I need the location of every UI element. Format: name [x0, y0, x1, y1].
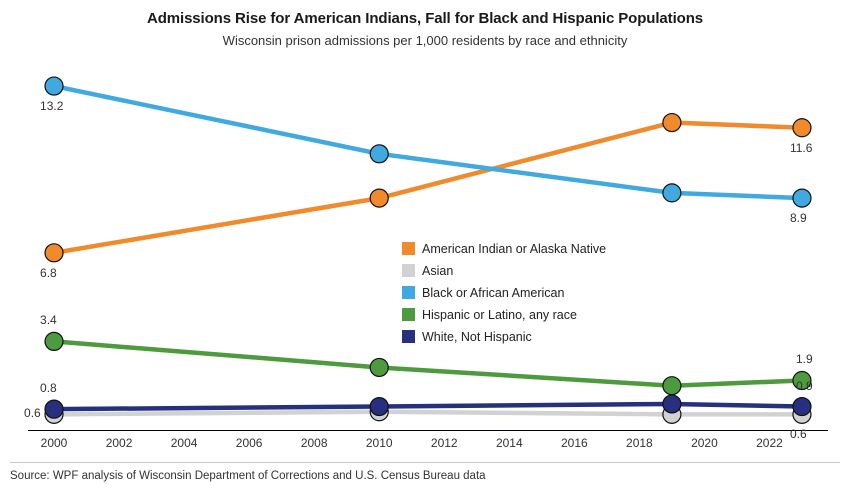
x-axis-tick-label: 2016 [560, 436, 588, 450]
data-point-label: 11.6 [789, 140, 813, 155]
data-point-marker [793, 189, 811, 207]
data-point-marker [370, 398, 388, 416]
legend-swatch-icon [402, 308, 415, 321]
data-point-marker [663, 377, 681, 395]
legend-item[interactable] [402, 238, 632, 259]
data-point-label: 0.8 [40, 381, 57, 396]
data-point-marker [370, 358, 388, 376]
series-line [54, 123, 802, 253]
x-axis-tick-labels [0, 436, 850, 456]
legend-item-label: Asian [422, 263, 454, 278]
chart-subtitle: Wisconsin prison admissions per 1,000 residents by race and ethnicity [222, 33, 628, 48]
data-point-marker [663, 395, 681, 413]
data-point-marker [370, 145, 388, 163]
footer-divider [10, 462, 840, 463]
data-point-label: 6.8 [40, 265, 57, 280]
x-axis-line [28, 430, 828, 431]
data-point-marker [370, 189, 388, 207]
x-axis-tick-label: 2020 [691, 436, 718, 450]
data-point-marker [793, 119, 811, 137]
series-line [54, 412, 802, 415]
data-point-marker [45, 332, 63, 350]
series-line [54, 404, 802, 409]
x-axis-tick-label: 2014 [495, 436, 523, 450]
legend-swatch-icon [402, 264, 415, 277]
legend-item-label: White, Not Hispanic [422, 329, 532, 344]
x-axis-tick-label: 2010 [365, 436, 393, 450]
x-axis-tick-label: 2000 [40, 436, 68, 450]
x-axis-tick-label: 2022 [756, 436, 783, 450]
legend-swatch-icon [402, 286, 415, 299]
data-point-marker [45, 400, 63, 418]
legend-swatch-icon [402, 242, 415, 255]
data-point-marker [45, 244, 63, 262]
series-line [54, 341, 802, 385]
data-point-label: 0.9 [795, 378, 813, 393]
data-point-label: 3.4 [40, 313, 57, 328]
x-axis-tick-label: 2002 [105, 436, 133, 450]
legend-item-label: Hispanic or Latino, any race [422, 307, 577, 322]
data-point-label: 13.2 [40, 99, 64, 114]
chart-legend [402, 238, 632, 348]
x-axis-tick-label: 2006 [235, 436, 263, 450]
legend-swatch-icon [402, 330, 415, 343]
x-axis-tick-label: 2004 [170, 436, 198, 450]
x-axis-tick-label: 2018 [626, 436, 653, 450]
legend-item[interactable] [402, 282, 632, 303]
data-point-marker [45, 77, 63, 95]
source-note: Source: WPF analysis of Wisconsin Department of Corrections and U.S. Census Bureau data [10, 470, 486, 482]
data-point-label: 8.9 [789, 211, 807, 226]
data-point-label: 0.6 [24, 406, 41, 421]
x-axis-tick-label: 2008 [300, 436, 328, 450]
legend-item[interactable] [402, 304, 632, 325]
legend-item[interactable] [402, 326, 632, 347]
data-point-marker [663, 114, 681, 132]
data-point-marker [793, 398, 811, 416]
chart-title: Admissions Rise for American Indians, Fall for Black and Hispanic Populations [146, 10, 704, 27]
legend-item[interactable] [402, 260, 632, 281]
data-point-label: 0.6 [789, 427, 807, 442]
series-line [54, 86, 802, 198]
data-point-label: 1.9 [795, 352, 813, 367]
legend-item-label: Black or African American [422, 285, 565, 300]
legend-item-label: American Indian or Alaska Native [422, 241, 607, 256]
x-axis-tick-label: 2012 [430, 436, 458, 450]
data-point-marker [663, 184, 681, 202]
